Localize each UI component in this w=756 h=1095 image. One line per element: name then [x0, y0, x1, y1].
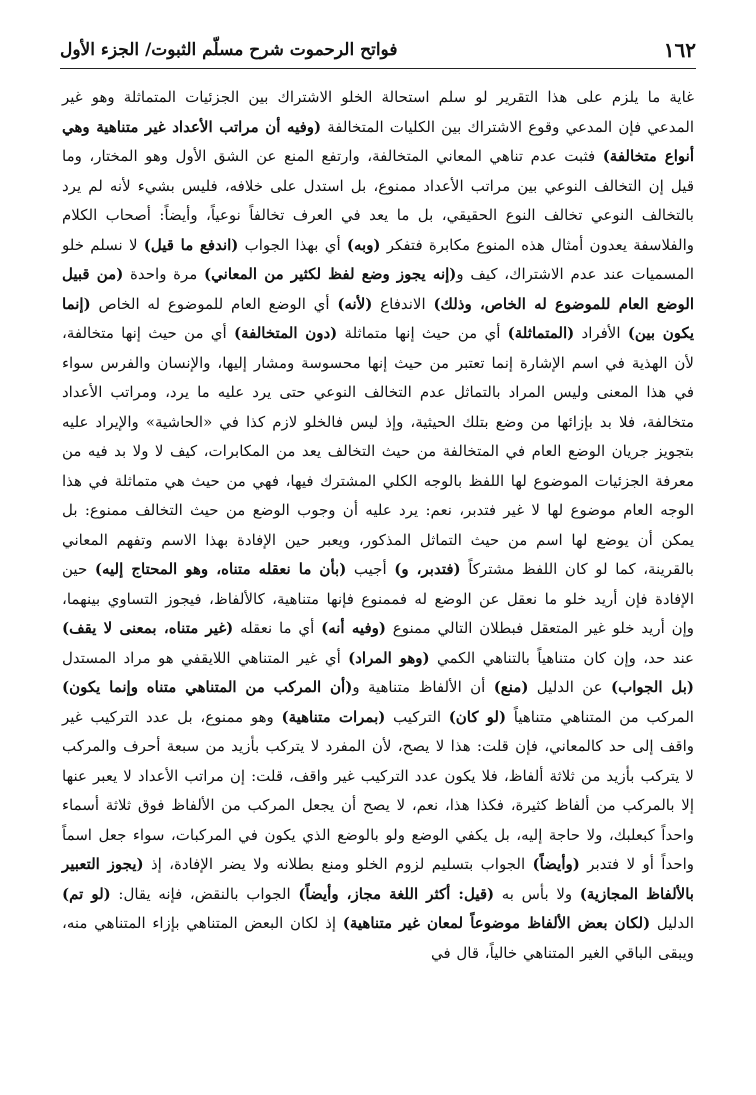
commentary-segment: أن الألفاظ متناهية و	[352, 678, 494, 696]
matn-segment: (لأنه)	[337, 294, 373, 313]
commentary-segment: عند حد، وإن كان متناهياً بالتناهي الكمي	[429, 648, 694, 667]
commentary-segment: أي من حيث إنها متماثلة	[337, 324, 508, 342]
matn-segment: (أن المركب من المتناهي متناه وإنما يكون)	[62, 678, 353, 696]
commentary-segment: أي من حيث إنها متخالفة، لأن الهذية في اسم الإشارة إنما تعتبر من حيث إنها محسوسة ومشار إليها، والإنسان والفرس سواء في هذا المعنى وليس المراد بالتماثل عدم التخالف النوعي حتى يرد عليه ما يرد، ومراتب الأعداد متخالفة، فلا بد بإزائها من وضع بتلك الحيثية، وإذ ليس فالخلو لازم كذا في «الحاشية» والإيراد عليه بتجويز جريان الوضع العام في المتخالفة من حيث التخالف يعد من المكابرات، كيف لا ولا بد فيه من معرفة الجزئيات الموضوع لها اللفظ بالوجه الكلي المشترك فيها، فهي من حيث هي متماثلة في هذا الوجه العام موضوع لها لا غير فتدبر، نعم: يرد عليه أن وجوب الوضع من حيث التخالف ممنوع: بل يمكن أن يوضع لها اسم من حيث التماثل المذكور، ويعبر حين الإفادة بهذا الاسم وتفهم المعاني بالقرينة، كما لو كان اللفظ مشتركاً	[62, 324, 695, 578]
commentary-segment: أي الوضع العام للموضوع له الخاص	[90, 294, 338, 313]
matn-segment: (فتدبر، و)	[394, 560, 461, 578]
page-header	[60, 32, 696, 69]
commentary-segment: غاية ما يلزم على هذا التقرير لو سلم استحالة الخلو الاشتراك بين الجزئيات المتماثلة وهو غير المدعي فإن المدعي وقوع الاشتراك بين الكليات المتخالفة	[62, 88, 694, 136]
matn-segment: (إنه يجوز وضع لفظ لكثير من المعاني)	[204, 265, 457, 283]
matn-segment: (منع)	[493, 678, 529, 696]
matn-segment: (دون المتخالفة)	[234, 324, 338, 342]
matn-segment: (من قبيل الوضع العام للموضوع له الخاص، وذلك)	[62, 265, 694, 313]
commentary-segment: ولا بأس به	[494, 884, 580, 903]
commentary-segment: أي ما نعقله	[233, 619, 322, 637]
matn-segment: (إنما يكون بين)	[62, 294, 695, 342]
commentary-segment: الدليل	[650, 914, 694, 932]
running-title: فواتح الرحموت شرح مسلّم الثبوت/ الجزء الأول	[60, 40, 398, 60]
matn-segment: (وهو المراد)	[348, 648, 430, 667]
matn-segment: (اندفع ما قيل)	[143, 235, 239, 254]
matn-segment: (بل الجواب)	[610, 678, 694, 696]
commentary-segment: أي بهذا الجواب	[238, 235, 347, 254]
matn-segment: (وبه)	[346, 235, 381, 254]
matn-segment: (لو كان)	[448, 707, 507, 726]
matn-segment: (قيل: أكثر اللغة مجاز، وأيضاً)	[298, 884, 495, 903]
matn-segment: (وفيه أنه)	[321, 619, 386, 637]
commentary-segment: التركيب	[385, 707, 449, 726]
matn-segment: (لكان بعض الألفاظ موضوعاً لمعان غير متناهية)	[342, 914, 651, 932]
matn-segment: (وفيه أن مراتب الأعداد غير متناهية وهي أنواع متخالفة)	[62, 117, 694, 165]
commentary-segment: الاندفاع	[372, 294, 434, 313]
commentary-segment: عن الدليل	[528, 678, 611, 696]
matn-segment: (بمرات متناهية)	[281, 707, 386, 726]
commentary-segment: المركب من المتناهي متناهياً	[506, 707, 694, 726]
matn-segment: (غير متناه، بمعنى لا يقف)	[62, 619, 234, 637]
matn-segment: (بأن ما نعقله متناه، وهو المحتاج إليه)	[94, 560, 347, 578]
commentary-segment: وهو ممنوع، بل عدد التركيب غير واقف إلى حد كالمعاني، فإن قلت: هذا لا يصح، لأن المفرد لا يتركب بأزيد من سبعة أحرف والمركب لا يتركب بأزيد من ثلاثة ألفاظ، فلا يكون عدد التركيب غير واقف، قلت: إن مراتب الأعداد لا يعبر عنها إلا بالمركب من ألفاظ كثيرة، فكذا هذا، نعم، لا يصح أن يجعل المركب من الألفاظ فوق ثلاثة أسماء واحداً كبعلبك، ولا حاجة إليه، بل يكفي الوضع ولو بالوضع الذي يكون في المركبات، سواء جعل اسماً واحداً أو لا فتدبر	[62, 707, 694, 873]
body-text	[62, 83, 694, 968]
commentary-segment: الجواب بالنقض، فإنه يقال:	[110, 884, 299, 903]
commentary-segment: إذ لكان البعض المتناهي بإزاء المتناهي منه، ويبقى الباقي الغير المتناهي خالياً، قال في	[62, 914, 694, 962]
commentary-segment: فثبت عدم تناهي المعاني المتخالفة، وارتفع المنع عن الشق الأول وهو المختار، وما قيل إن التخالف النوعي بين مراتب الأعداد ممنوع، بل استدل على خلافه، فليس بشيء لأنه لم يرد بالتخالف النوعي تخالف النوع الحقيقي، بل ما يعد في العرف تخالفاً نوعياً، وأيضاً: أصحاب الكلام والفلاسفة يعدون أمثال هذه المنوع مكابرة فتفكر	[62, 147, 694, 254]
matn-segment: (لو تم)	[62, 884, 111, 903]
matn-segment: (وأيضاً)	[532, 855, 580, 873]
matn-segment: (المتماثلة)	[507, 324, 575, 342]
commentary-segment: الجواب بتسليم لزوم الخلو ومنع بطلانه ولا يضر الإفادة، إذ	[143, 855, 533, 873]
commentary-segment: مرة واحدة	[123, 265, 205, 283]
commentary-segment: أي غير المتناهي اللايقفي هو مراد المستدل	[62, 648, 349, 667]
matn-segment: (يجوز التعبير بالألفاظ المجازية)	[62, 855, 694, 903]
commentary-segment: أجيب	[346, 560, 395, 578]
page-number: ١٦٢	[663, 38, 696, 62]
commentary-segment: حين الإفادة فإن أريد خلو ما نعقل عن الوضع له فممنوع فإنها متناهية، كالألفاظ، فيجوز التساوي بينهما، وإن أريد خلو غير المتعقل فبطلان التالي ممنوع	[62, 560, 695, 637]
commentary-segment: الأفراد	[574, 324, 628, 342]
commentary-segment: لا نسلم خلو المسميات عند عدم الاشتراك، كيف و	[62, 235, 695, 283]
